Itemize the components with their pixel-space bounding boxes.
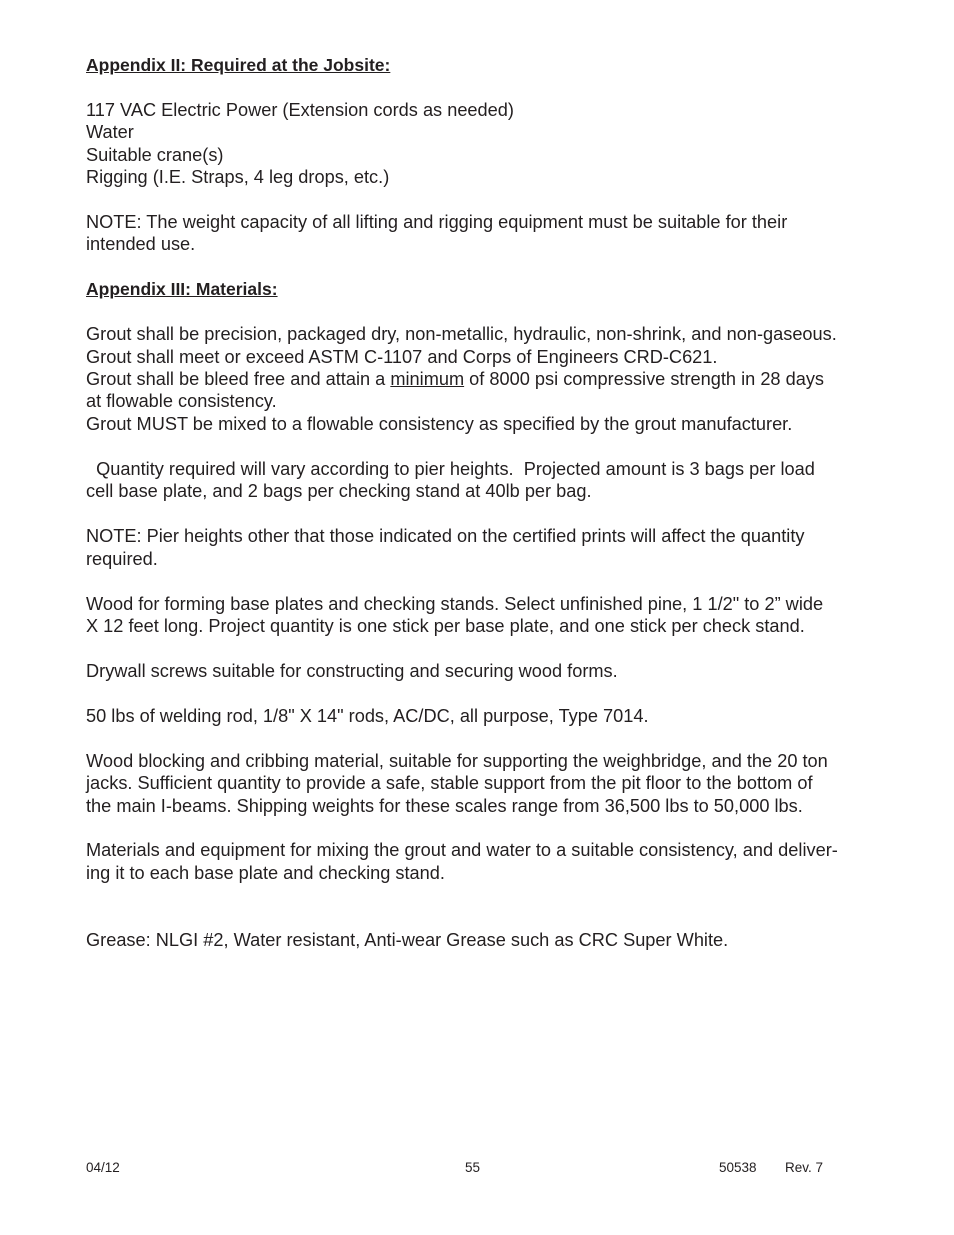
welding-paragraph: 50 lbs of welding rod, 1/8" X 14" rods, AC/DC, all purpose, Type 7014.	[86, 706, 649, 726]
blocking-paragraph: the main I-beams. Shipping weights for these scales range from 36,500 lbs to 50,000 lbs.	[86, 796, 803, 816]
requirement-item: Rigging (I.E. Straps, 4 leg drops, etc.)	[86, 167, 390, 187]
mixing-paragraph: Materials and equipment for mixing the grout and water to a suitable consistency, and deliver-	[86, 840, 838, 860]
blocking-paragraph: jacks. Sufficient quantity to provide a safe, stable support from the pit floor to the bottom of	[86, 773, 813, 793]
grout-spec: Grout MUST be mixed to a flowable consistency as specified by the grout manufacturer.	[86, 414, 793, 434]
minimum-underlined: minimum	[390, 369, 465, 389]
mixing-paragraph: ing it to each base plate and checking stand.	[86, 863, 445, 883]
quantity-paragraph: Quantity required will vary according to pier heights. Projected amount is 3 bags per load	[86, 459, 815, 479]
grease-paragraph: Grease: NLGI #2, Water resistant, Anti-wear Grease such as CRC Super White.	[86, 930, 729, 950]
footer-date: 04/12	[86, 1160, 120, 1175]
footer-document-number: 50538	[719, 1160, 757, 1175]
grout-spec: Grout shall be precision, packaged dry, non-metallic, hydraulic, non-shrink, and non-gaseous.	[86, 324, 837, 344]
footer-revision: Rev. 7	[785, 1160, 824, 1175]
pier-note: required.	[86, 549, 158, 569]
grout-spec-text: of 8000 psi compressive strength in 28 days	[464, 369, 825, 389]
grout-spec-text: Grout shall be bleed free and attain a	[86, 369, 391, 389]
wood-paragraph: X 12 feet long. Project quantity is one stick per base plate, and one stick per check stand.	[86, 616, 805, 636]
lifting-note: intended use.	[86, 234, 196, 254]
requirement-item: Suitable crane(s)	[86, 145, 224, 165]
grout-spec: at flowable consistency.	[86, 391, 277, 411]
footer-page-number: 55	[465, 1160, 481, 1175]
wood-paragraph: Wood for forming base plates and checking stands. Select unfinished pine, 1 1/2" to 2” wide	[86, 594, 824, 614]
blocking-paragraph: Wood blocking and cribbing material, suitable for supporting the weighbridge, and the 20 ton	[86, 751, 828, 771]
requirement-item: 117 VAC Electric Power (Extension cords as needed)	[86, 100, 514, 120]
requirement-item: Water	[86, 122, 134, 142]
grout-spec	[86, 368, 824, 390]
appendix-2-heading: Appendix II: Required at the Jobsite:	[86, 55, 391, 75]
pier-note: NOTE: Pier heights other that those indicated on the certified prints will affect the quantity	[86, 526, 805, 546]
appendix-3-heading: Appendix III: Materials:	[86, 279, 278, 299]
lifting-note: NOTE: The weight capacity of all lifting and rigging equipment must be suitable for their	[86, 212, 788, 232]
grout-spec: Grout shall meet or exceed ASTM C-1107 and Corps of Engineers CRD-C621.	[86, 347, 718, 367]
drywall-paragraph: Drywall screws suitable for constructing and securing wood forms.	[86, 661, 618, 681]
quantity-paragraph: cell base plate, and 2 bags per checking stand at 40lb per bag.	[86, 481, 592, 501]
